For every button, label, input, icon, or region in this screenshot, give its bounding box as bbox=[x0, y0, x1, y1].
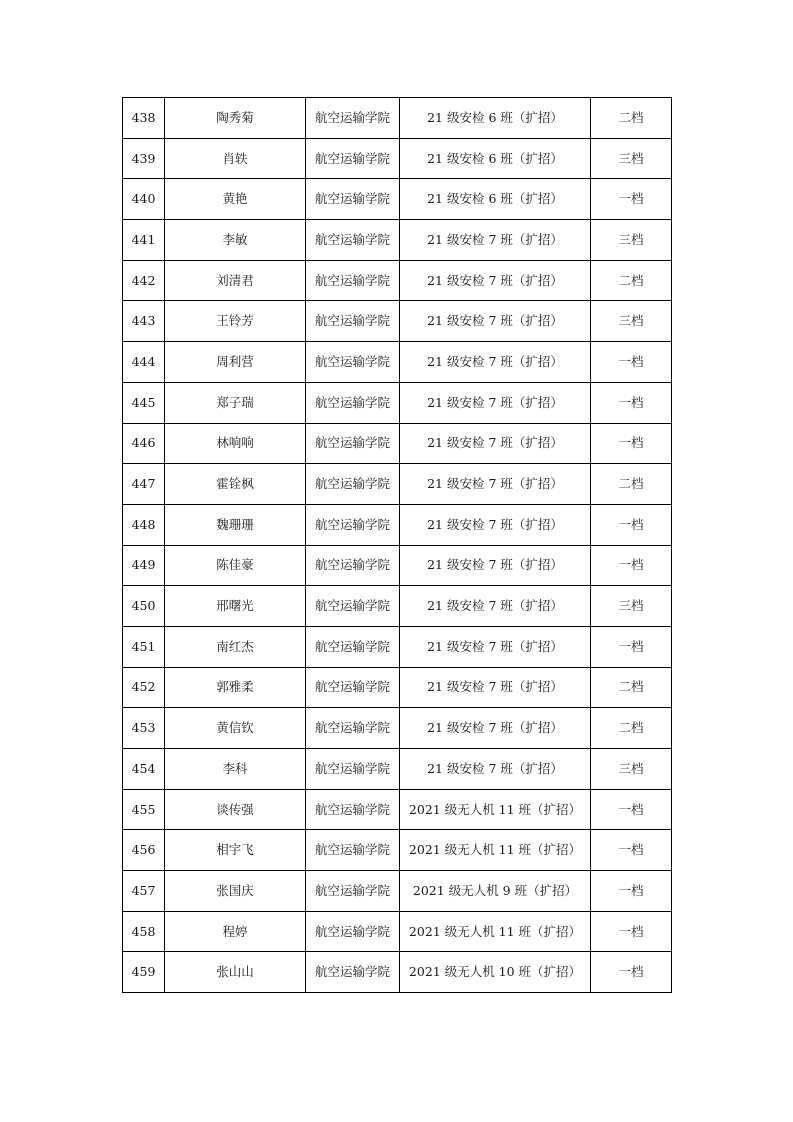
level-cell: 二档 bbox=[591, 708, 672, 749]
table-row bbox=[123, 545, 672, 586]
table-row bbox=[123, 260, 672, 301]
college-cell: 航空运输学院 bbox=[306, 545, 400, 586]
row-number-cell: 449 bbox=[123, 545, 165, 586]
class-cell: 2021 级无人机 9 班（扩招） bbox=[400, 871, 591, 912]
student-name-cell: 周利营 bbox=[165, 342, 306, 383]
class-cell: 2021 级无人机 10 班（扩招） bbox=[400, 952, 591, 993]
level-cell: 三档 bbox=[591, 220, 672, 261]
college-cell: 航空运输学院 bbox=[306, 138, 400, 179]
college-cell: 航空运输学院 bbox=[306, 952, 400, 993]
student-name-cell: 李敏 bbox=[165, 220, 306, 261]
student-name-cell: 程婷 bbox=[165, 911, 306, 952]
class-cell: 21 级安检 7 班（扩招） bbox=[400, 708, 591, 749]
college-cell: 航空运输学院 bbox=[306, 464, 400, 505]
row-number-cell: 442 bbox=[123, 260, 165, 301]
level-cell: 一档 bbox=[591, 830, 672, 871]
level-cell: 一档 bbox=[591, 871, 672, 912]
college-cell: 航空运输学院 bbox=[306, 586, 400, 627]
class-cell: 21 级安检 7 班（扩招） bbox=[400, 423, 591, 464]
row-number-cell: 453 bbox=[123, 708, 165, 749]
table-row bbox=[123, 952, 672, 993]
level-cell: 三档 bbox=[591, 749, 672, 790]
row-number-cell: 452 bbox=[123, 667, 165, 708]
college-cell: 航空运输学院 bbox=[306, 749, 400, 790]
table-row bbox=[123, 871, 672, 912]
student-roster-table bbox=[122, 97, 672, 993]
student-name-cell: 张山山 bbox=[165, 952, 306, 993]
college-cell: 航空运输学院 bbox=[306, 708, 400, 749]
table-row bbox=[123, 749, 672, 790]
level-cell: 三档 bbox=[591, 138, 672, 179]
student-name-cell: 肖轶 bbox=[165, 138, 306, 179]
level-cell: 一档 bbox=[591, 342, 672, 383]
level-cell: 一档 bbox=[591, 504, 672, 545]
row-number-cell: 444 bbox=[123, 342, 165, 383]
class-cell: 21 级安检 7 班（扩招） bbox=[400, 749, 591, 790]
college-cell: 航空运输学院 bbox=[306, 667, 400, 708]
level-cell: 一档 bbox=[591, 626, 672, 667]
college-cell: 航空运输学院 bbox=[306, 220, 400, 261]
level-cell: 二档 bbox=[591, 667, 672, 708]
student-name-cell: 王铃芳 bbox=[165, 301, 306, 342]
student-name-cell: 林响响 bbox=[165, 423, 306, 464]
level-cell: 一档 bbox=[591, 545, 672, 586]
student-name-cell: 邢曙光 bbox=[165, 586, 306, 627]
class-cell: 21 级安检 7 班（扩招） bbox=[400, 220, 591, 261]
level-cell: 一档 bbox=[591, 382, 672, 423]
row-number-cell: 438 bbox=[123, 98, 165, 139]
table-row bbox=[123, 911, 672, 952]
table-row bbox=[123, 830, 672, 871]
class-cell: 21 级安检 7 班（扩招） bbox=[400, 464, 591, 505]
college-cell: 航空运输学院 bbox=[306, 871, 400, 912]
college-cell: 航空运输学院 bbox=[306, 382, 400, 423]
row-number-cell: 439 bbox=[123, 138, 165, 179]
table-row bbox=[123, 179, 672, 220]
level-cell: 二档 bbox=[591, 260, 672, 301]
row-number-cell: 459 bbox=[123, 952, 165, 993]
row-number-cell: 458 bbox=[123, 911, 165, 952]
table-row bbox=[123, 423, 672, 464]
class-cell: 21 级安检 7 班（扩招） bbox=[400, 342, 591, 383]
table-row bbox=[123, 464, 672, 505]
class-cell: 21 级安检 7 班（扩招） bbox=[400, 301, 591, 342]
row-number-cell: 457 bbox=[123, 871, 165, 912]
table-row bbox=[123, 98, 672, 139]
level-cell: 二档 bbox=[591, 98, 672, 139]
student-name-cell: 李科 bbox=[165, 749, 306, 790]
level-cell: 三档 bbox=[591, 301, 672, 342]
row-number-cell: 440 bbox=[123, 179, 165, 220]
college-cell: 航空运输学院 bbox=[306, 423, 400, 464]
table-row bbox=[123, 667, 672, 708]
class-cell: 21 级安检 7 班（扩招） bbox=[400, 626, 591, 667]
class-cell: 21 级安检 7 班（扩招） bbox=[400, 382, 591, 423]
class-cell: 21 级安检 6 班（扩招） bbox=[400, 138, 591, 179]
class-cell: 21 级安检 7 班（扩招） bbox=[400, 545, 591, 586]
table-row bbox=[123, 301, 672, 342]
class-cell: 2021 级无人机 11 班（扩招） bbox=[400, 830, 591, 871]
student-name-cell: 张国庆 bbox=[165, 871, 306, 912]
student-name-cell: 相宇飞 bbox=[165, 830, 306, 871]
college-cell: 航空运输学院 bbox=[306, 260, 400, 301]
row-number-cell: 443 bbox=[123, 301, 165, 342]
student-name-cell: 郑子瑞 bbox=[165, 382, 306, 423]
class-cell: 21 级安检 7 班（扩招） bbox=[400, 586, 591, 627]
college-cell: 航空运输学院 bbox=[306, 911, 400, 952]
student-name-cell: 霍铨枫 bbox=[165, 464, 306, 505]
student-name-cell: 陶秀菊 bbox=[165, 98, 306, 139]
college-cell: 航空运输学院 bbox=[306, 342, 400, 383]
student-name-cell: 黄艳 bbox=[165, 179, 306, 220]
college-cell: 航空运输学院 bbox=[306, 830, 400, 871]
student-name-cell: 刘清君 bbox=[165, 260, 306, 301]
class-cell: 2021 级无人机 11 班（扩招） bbox=[400, 789, 591, 830]
row-number-cell: 456 bbox=[123, 830, 165, 871]
college-cell: 航空运输学院 bbox=[306, 504, 400, 545]
level-cell: 一档 bbox=[591, 789, 672, 830]
student-name-cell: 陈佳豪 bbox=[165, 545, 306, 586]
row-number-cell: 451 bbox=[123, 626, 165, 667]
college-cell: 航空运输学院 bbox=[306, 179, 400, 220]
table-row bbox=[123, 586, 672, 627]
row-number-cell: 445 bbox=[123, 382, 165, 423]
table-row bbox=[123, 708, 672, 749]
college-cell: 航空运输学院 bbox=[306, 301, 400, 342]
level-cell: 一档 bbox=[591, 423, 672, 464]
table-row bbox=[123, 382, 672, 423]
student-name-cell: 南红杰 bbox=[165, 626, 306, 667]
row-number-cell: 450 bbox=[123, 586, 165, 627]
college-cell: 航空运输学院 bbox=[306, 98, 400, 139]
table-row bbox=[123, 789, 672, 830]
roster-table-body bbox=[123, 98, 672, 993]
student-name-cell: 郭雅柔 bbox=[165, 667, 306, 708]
table-row bbox=[123, 220, 672, 261]
class-cell: 21 级安检 7 班（扩招） bbox=[400, 667, 591, 708]
class-cell: 2021 级无人机 11 班（扩招） bbox=[400, 911, 591, 952]
row-number-cell: 447 bbox=[123, 464, 165, 505]
college-cell: 航空运输学院 bbox=[306, 789, 400, 830]
table-row bbox=[123, 138, 672, 179]
class-cell: 21 级安检 7 班（扩招） bbox=[400, 504, 591, 545]
table-row bbox=[123, 504, 672, 545]
class-cell: 21 级安检 6 班（扩招） bbox=[400, 179, 591, 220]
level-cell: 三档 bbox=[591, 586, 672, 627]
student-name-cell: 谈传强 bbox=[165, 789, 306, 830]
row-number-cell: 448 bbox=[123, 504, 165, 545]
row-number-cell: 455 bbox=[123, 789, 165, 830]
table-row bbox=[123, 342, 672, 383]
table-row bbox=[123, 626, 672, 667]
college-cell: 航空运输学院 bbox=[306, 626, 400, 667]
level-cell: 一档 bbox=[591, 179, 672, 220]
student-name-cell: 魏珊珊 bbox=[165, 504, 306, 545]
class-cell: 21 级安检 7 班（扩招） bbox=[400, 260, 591, 301]
row-number-cell: 441 bbox=[123, 220, 165, 261]
student-name-cell: 黄信钦 bbox=[165, 708, 306, 749]
level-cell: 二档 bbox=[591, 464, 672, 505]
row-number-cell: 454 bbox=[123, 749, 165, 790]
row-number-cell: 446 bbox=[123, 423, 165, 464]
level-cell: 一档 bbox=[591, 952, 672, 993]
level-cell: 一档 bbox=[591, 911, 672, 952]
class-cell: 21 级安检 6 班（扩招） bbox=[400, 98, 591, 139]
